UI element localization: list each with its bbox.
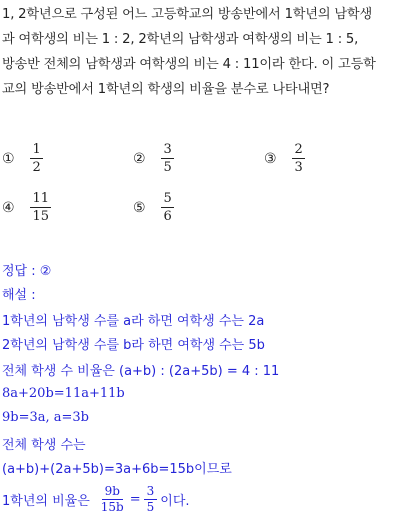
choice-marker: ② [133, 150, 146, 167]
denominator: 5 [146, 500, 155, 514]
equals-sign: = [129, 492, 141, 507]
solution-line: 전체 학생 수는 [2, 438, 86, 453]
answer-label: 정답 : ② [2, 264, 52, 279]
ratio-fraction [98, 484, 127, 515]
question-line: 1, 2학년으로 구성된 어느 고등학교의 방송반에서 1학년의 남학생 [2, 7, 372, 22]
numerator: 9b [102, 484, 123, 500]
question-line: 과 여학생의 비는 1 : 2, 2학년의 남학생과 여학생의 비는 1 : 5, [2, 32, 359, 47]
denominator: 15b [100, 500, 124, 514]
numerator: 3 [163, 142, 172, 157]
choice-marker: ① [2, 150, 15, 167]
explanation-heading: 해설 : [2, 288, 36, 303]
choice-fraction [292, 141, 304, 176]
question-text [2, 2, 398, 102]
choice-marker: ④ [2, 199, 15, 216]
choice-1[interactable] [2, 141, 43, 176]
denominator: 15 [32, 209, 49, 224]
final-suffix: 이다. [160, 494, 190, 509]
choice-marker: ③ [264, 150, 277, 167]
choice-fraction [161, 190, 173, 225]
solution-final-line [2, 484, 190, 515]
numerator: 5 [163, 191, 172, 206]
final-prefix: 1학년의 비율은 [2, 494, 90, 509]
choice-fraction [30, 141, 42, 176]
numerator: 2 [294, 142, 303, 157]
solution-line: 8a+20b=11a+11b [2, 386, 125, 401]
choice-fraction [161, 141, 173, 176]
solution-line: 전체 학생 수 비율은 (a+b) : (2a+5b) = 4 : 11 [2, 364, 280, 379]
solution-line: 1학년의 남학생 수를 a라 하면 여학생 수는 2a [2, 314, 265, 329]
question-line: 교의 방송반에서 1학년의 학생의 비율을 분수로 나타내면? [2, 82, 330, 97]
solution-line: 9b=3a, a=3b [2, 410, 90, 425]
choice-marker: ⑤ [133, 199, 146, 216]
numerator: 3 [144, 484, 158, 500]
denominator: 6 [163, 209, 172, 224]
numerator: 11 [32, 191, 49, 206]
solution-line: 2학년의 남학생 수를 b라 하면 여학생 수는 5b [2, 338, 265, 353]
solution-line: (a+b)+(2a+5b)=3a+6b=15b이므로 [2, 462, 232, 477]
denominator: 2 [32, 160, 41, 175]
choice-fraction [30, 190, 51, 225]
result-fraction [144, 484, 158, 515]
denominator: 3 [294, 160, 303, 175]
numerator: 1 [32, 142, 41, 157]
question-line: 방송반 전체의 남학생과 여학생의 비는 4 : 11이라 한다. 이 고등학 [2, 57, 376, 72]
choice-3[interactable] [264, 141, 305, 176]
choice-2[interactable] [133, 141, 174, 176]
choice-4[interactable] [2, 190, 51, 225]
denominator: 5 [163, 160, 172, 175]
choice-5[interactable] [133, 190, 174, 225]
